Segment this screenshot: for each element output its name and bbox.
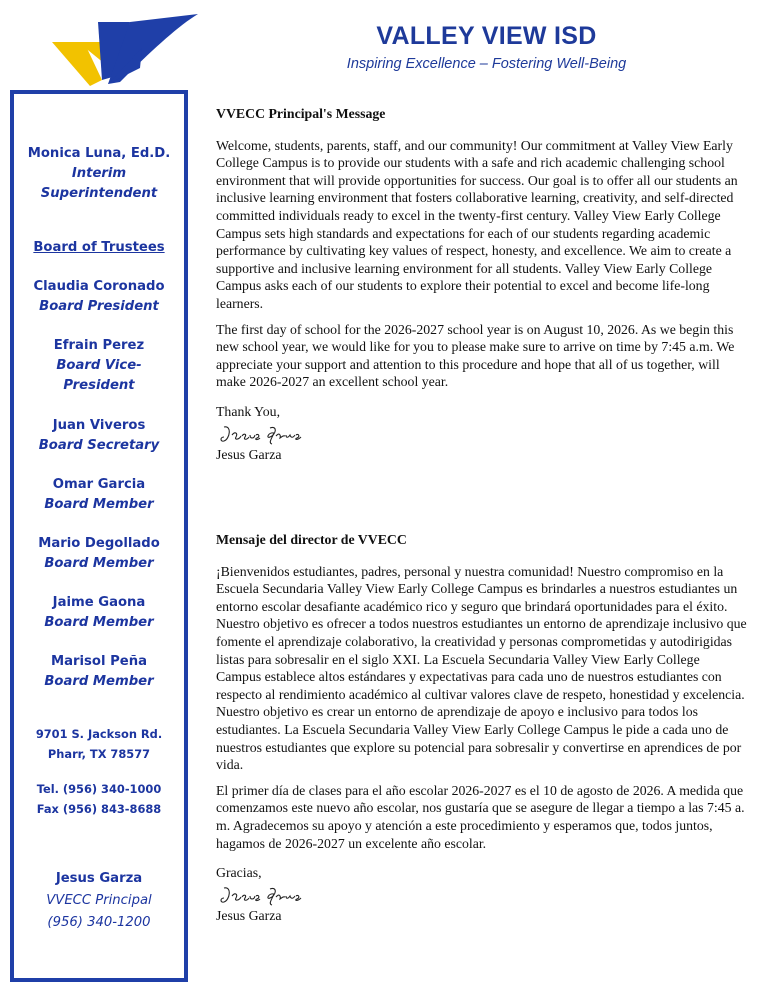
address-block bbox=[14, 724, 184, 764]
english-heading: VVECC Principal's Message bbox=[216, 106, 386, 121]
member-block bbox=[14, 593, 184, 633]
superintendent-role-line1: Interim bbox=[71, 166, 127, 181]
member-role-line2: President bbox=[63, 378, 135, 393]
superintendent-role-line2: Superintendent bbox=[40, 186, 158, 201]
member-block bbox=[14, 534, 184, 574]
address-line2: Pharr, TX 78577 bbox=[47, 747, 151, 761]
member-role: Board Member bbox=[44, 615, 154, 630]
member-name: Marisol Peña bbox=[51, 654, 147, 669]
address-line1: 9701 S. Jackson Rd. bbox=[35, 727, 163, 741]
member-name: Jaime Gaona bbox=[52, 595, 146, 610]
member-name: Efrain Perez bbox=[53, 338, 145, 353]
member-block bbox=[14, 652, 184, 692]
district-title: VALLEY VIEW ISD bbox=[376, 22, 597, 50]
principal-block bbox=[14, 868, 184, 934]
english-signer: Jesus Garza bbox=[216, 446, 282, 462]
district-tagline: Inspiring Excellence – Fostering Well-Being bbox=[346, 56, 627, 72]
member-block bbox=[14, 277, 184, 317]
fax-number: Fax (956) 843-8688 bbox=[36, 802, 162, 816]
member-name: Mario Degollado bbox=[38, 536, 160, 551]
member-block bbox=[14, 336, 184, 396]
signature-image bbox=[218, 884, 318, 906]
superintendent-block bbox=[14, 144, 184, 204]
member-role-line1: Board Vice- bbox=[56, 358, 142, 373]
spanish-paragraph-2: El primer día de clases para el año escolar 2026-2027 es el 10 de agosto de 2026. A medida que comenzamos este nuevo año escolar, nos gustaría que se asegure de llegar a tiempo a las 7:45 a. m. Agradecemos su apoyo y atención a este procedimiento y esperamos que, todos juntos, hagamos de 2026-2027 un excelente año escolar. bbox=[216, 782, 745, 851]
spanish-paragraph-1: ¡Bienvenidos estudiantes, padres, personal y nuestra comunidad! Nuestro compromiso en la Escuela Secundaria Valley View Early College Campus es brindarles a nuestros estudiantes un entorno escolar desafiante académico rico y seguro que brindará oportunidades para el éxito. Nuestro objetivo es ofrecer a todos nuestros estudiantes un entorno de aprendizaje inclusivo que fomente el aprendizaje colaborativo, la creatividad y personas comprometidas y autodirigidas listas para sobresalir en el siglo XXI. La Escuela Secundaria Valley View Early College Campus establece altos estándares y expectativas para cada uno de nuestros estudiantes con respecto al rendimiento académico al cultivar valores clave de respeto, honestidad y excelencia. Nuestro objetivo es crear un entorno de aprendizaje de apoyo e inclusivo para todos los estudiantes. La Escuela Secundaria Valley View Early College Campus le pide a cada uno de nuestros estudiantes que explore su potencial para sobresalir y convertirse en aprendices de por vida. bbox=[216, 563, 747, 773]
member-name: Juan Viveros bbox=[52, 418, 146, 433]
trustees-sidebar bbox=[10, 90, 188, 982]
spanish-heading: Mensaje del director de VVECC bbox=[216, 532, 407, 547]
spanish-signer: Jesus Garza bbox=[216, 907, 282, 923]
english-letter bbox=[216, 105, 748, 463]
principal-phone: (956) 340-1200 bbox=[47, 915, 151, 930]
spanish-closing: Gracias, bbox=[216, 865, 262, 881]
principal-title: VVECC Principal bbox=[46, 893, 152, 908]
superintendent-name: Monica Luna, Ed.D. bbox=[27, 146, 171, 161]
principal-name: Jesus Garza bbox=[55, 871, 143, 886]
board-heading: Board of Trustees bbox=[33, 240, 165, 255]
member-role: Board Member bbox=[44, 556, 154, 571]
valley-view-logo bbox=[50, 8, 200, 86]
english-closing: Thank You, bbox=[216, 403, 281, 419]
letterhead bbox=[200, 22, 773, 72]
member-block bbox=[14, 475, 184, 515]
board-heading-block bbox=[14, 238, 184, 258]
signature-image bbox=[218, 423, 318, 445]
member-role: Board Member bbox=[44, 497, 154, 512]
member-role: Board President bbox=[39, 299, 159, 314]
phone-number: Tel. (956) 340-1000 bbox=[36, 782, 162, 796]
english-paragraph-1: Welcome, students, parents, staff, and our community! Our commitment at Valley View Early College Campus is to provide our students with a safe and rich academic challenging school environment that will provide opportunities for success. Our goal is to offer all our students an inclusive learning environment that fosters collaborative learning, creativity, and self-directed committed individuals ready to excel in the twenty-first century. Valley View Early College Campus sets high standards and expectations for each of our students regarding academic performance by cultivating key values of respect, honesty, and excellence. We aim to create a supportive and inclusive learning environment for all students. Valley View Early College Campus asks each of our students to explore their potential to excel and become life-long learners. bbox=[216, 137, 738, 311]
english-paragraph-2: The first day of school for the 2026-2027 school year is on August 10, 2026. As we begin this new school year, we would like for you to please make sure to arrive on time by 7:45 a.m. We appreciate your support and attention to this procedure and hope that all of us together, will make 2026-2027 an excellent school year. bbox=[216, 321, 735, 390]
contact-block bbox=[14, 779, 184, 819]
member-role: Board Secretary bbox=[38, 438, 160, 453]
member-name: Omar Garcia bbox=[52, 477, 146, 492]
member-name: Claudia Coronado bbox=[33, 279, 165, 294]
member-block bbox=[14, 416, 184, 456]
member-role: Board Member bbox=[44, 674, 154, 689]
spanish-letter bbox=[216, 531, 748, 924]
